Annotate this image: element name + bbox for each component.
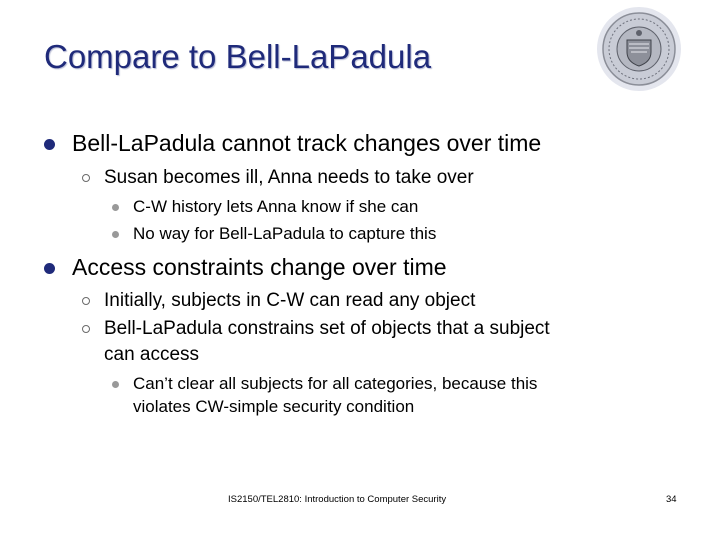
university-seal-icon [596, 6, 682, 92]
footer-page-number: 34 [666, 494, 677, 505]
slide-title: Compare to Bell-LaPadula [44, 38, 432, 75]
bullet-text: C-W history lets Anna know if she can [133, 197, 419, 216]
bullet-ring-icon [82, 174, 90, 182]
bullet-text: No way for Bell-LaPadula to capture this [133, 224, 437, 243]
bullet-text: Bell-LaPadula constrains set of objects that a subject [104, 318, 550, 339]
bullet-dot-icon [44, 263, 55, 274]
footer-course: IS2150/TEL2810: Introduction to Computer Security [228, 494, 447, 505]
bullet-continuation-text: can access [104, 344, 200, 365]
bullet-text: Initially, subjects in C-W can read any object [104, 290, 476, 311]
bullet-text: Access constraints change over time [72, 254, 447, 280]
bullet-continuation-text: violates CW-simple security condition [133, 397, 415, 416]
bullet-dot-icon [112, 204, 119, 211]
bullet-text: Susan becomes ill, Anna needs to take over [104, 167, 474, 188]
bullet-dot-icon [112, 231, 119, 238]
bullet-text: Can’t clear all subjects for all categories, because this [133, 374, 538, 393]
bullet-text: Bell-LaPadula cannot track changes over time [72, 130, 542, 156]
bullet-ring-icon [82, 325, 90, 333]
bullet-dot-icon [44, 139, 55, 150]
bullet-ring-icon [82, 297, 90, 305]
bullet-dot-icon [112, 381, 119, 388]
